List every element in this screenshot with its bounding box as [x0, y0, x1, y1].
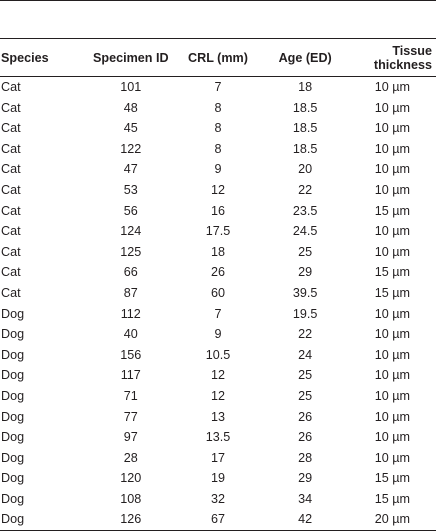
crl-cell: 60 — [210, 285, 225, 300]
specimen-id-cell: 108 — [120, 491, 142, 506]
tissue-thickness-cell: 10 µm — [374, 162, 410, 177]
tissue-thickness-cell: 15 µm — [374, 471, 410, 486]
age-cell: 25 — [298, 388, 313, 403]
table-row — [0, 221, 436, 242]
crl-cell: 13 — [210, 409, 225, 424]
species-cell: Dog — [1, 409, 25, 424]
age-cell: 29 — [298, 471, 313, 486]
table-row — [0, 427, 436, 448]
specimen-id-cell: 48 — [123, 100, 138, 115]
table-row — [0, 118, 436, 139]
crl-cell: 9 — [214, 162, 222, 177]
tissue-thickness-cell: 15 µm — [374, 285, 410, 300]
tissue-thickness-cell: 10 µm — [374, 121, 410, 136]
age-cell: 19.5 — [292, 306, 318, 321]
species-cell: Cat — [1, 141, 21, 156]
specimen-id-cell: 101 — [120, 80, 142, 94]
species-cell: Dog — [1, 471, 25, 486]
species-cell: Cat — [1, 182, 21, 197]
tissue-thickness-cell: 10 µm — [374, 306, 410, 321]
age-cell: 42 — [262, 509, 349, 530]
crl-cell: 17.5 — [205, 224, 231, 239]
species-cell: Dog — [1, 327, 25, 342]
table-row — [0, 201, 436, 222]
crl-cell: 17 — [210, 450, 225, 465]
age-cell: 18.5 — [292, 100, 318, 115]
specimen-id-cell: 47 — [123, 162, 138, 177]
table-row — [0, 77, 436, 98]
species-cell: Cat — [1, 121, 21, 136]
specimen-id-cell: 66 — [123, 265, 138, 280]
crl-cell: 9 — [214, 327, 222, 342]
specimen-id-cell: 71 — [123, 388, 138, 403]
crl-cell: 26 — [210, 265, 225, 280]
specimen-id-cell: 156 — [120, 347, 142, 362]
column-header-age: Age (ED) — [262, 39, 349, 77]
species-cell: Dog — [1, 450, 25, 465]
age-cell: 34 — [298, 491, 313, 506]
specimen-id-cell: 56 — [123, 203, 138, 218]
species-cell: Cat — [1, 224, 21, 239]
species-cell: Dog — [1, 306, 25, 321]
table-row — [0, 489, 436, 510]
tissue-thickness-cell: 10 µm — [374, 450, 410, 465]
table-body — [0, 77, 436, 531]
table-row — [0, 139, 436, 160]
age-cell: 18 — [298, 80, 313, 94]
table-row — [0, 159, 436, 180]
tissue-thickness-cell: 10 µm — [374, 244, 410, 259]
column-header-crl: CRL (mm) — [174, 39, 261, 77]
age-cell: 20 — [298, 162, 313, 177]
tissue-thickness-cell: 20 µm — [349, 509, 436, 530]
crl-cell: 13.5 — [205, 430, 231, 445]
table-row — [0, 345, 436, 366]
table-row — [0, 468, 436, 489]
crl-cell: 7 — [214, 80, 222, 94]
table-row — [0, 180, 436, 201]
species-cell: Dog — [0, 509, 87, 530]
crl-cell: 16 — [210, 203, 225, 218]
species-cell: Cat — [1, 203, 21, 218]
age-cell: 25 — [298, 368, 313, 383]
specimen-id-cell: 97 — [123, 430, 138, 445]
table-row — [0, 386, 436, 407]
crl-cell: 8 — [214, 121, 222, 136]
crl-cell: 18 — [210, 244, 225, 259]
tissue-thickness-cell: 15 µm — [374, 491, 410, 506]
column-header-species: Species — [0, 39, 87, 77]
specimen-id-cell: 117 — [120, 368, 141, 383]
crl-cell: 32 — [210, 491, 225, 506]
crl-cell: 12 — [210, 182, 225, 197]
crl-cell: 7 — [214, 306, 222, 321]
age-cell: 26 — [298, 430, 313, 445]
tissue-thickness-cell: 15 µm — [374, 203, 410, 218]
crl-cell: 8 — [214, 100, 222, 115]
age-cell: 18.5 — [292, 141, 318, 156]
crl-cell: 67 — [174, 509, 261, 530]
age-cell: 39.5 — [292, 285, 318, 300]
table-row — [0, 324, 436, 345]
specimen-id-cell: 77 — [123, 409, 138, 424]
specimen-id-cell: 28 — [123, 450, 138, 465]
tissue-thickness-cell: 10 µm — [374, 409, 410, 424]
header-top-rule — [0, 1, 436, 39]
table-row — [0, 509, 436, 530]
specimen-id-cell: 87 — [123, 285, 138, 300]
table-row — [0, 407, 436, 428]
species-cell: Cat — [1, 162, 21, 177]
tissue-thickness-cell: 15 µm — [374, 265, 410, 280]
age-cell: 29 — [298, 265, 313, 280]
specimen-id-cell: 120 — [120, 471, 142, 486]
species-cell: Dog — [1, 347, 25, 362]
table-row — [0, 283, 436, 304]
tissue-thickness-cell: 10 µm — [374, 182, 410, 197]
species-cell: Cat — [1, 265, 21, 280]
table-row — [0, 448, 436, 469]
crl-cell: 12 — [210, 388, 225, 403]
tissue-thickness-cell: 10 µm — [374, 430, 410, 445]
species-cell: Dog — [1, 491, 25, 506]
tissue-thickness-cell: 10 µm — [374, 347, 410, 362]
column-header-tissue-thickness: Tissue thickness — [349, 39, 436, 77]
tissue-thickness-cell: 10 µm — [374, 368, 410, 383]
table-row — [0, 262, 436, 283]
specimen-id-cell: 126 — [87, 509, 174, 530]
specimen-id-cell: 45 — [123, 121, 138, 136]
tissue-thickness-cell: 10 µm — [374, 327, 410, 342]
crl-cell: 8 — [214, 141, 222, 156]
column-header-specimen-id: Specimen ID — [87, 39, 174, 77]
age-cell: 28 — [298, 450, 313, 465]
age-cell: 26 — [298, 409, 313, 424]
table-row — [0, 304, 436, 325]
tissue-thickness-cell: 10 µm — [374, 80, 410, 94]
tissue-thickness-cell: 10 µm — [374, 100, 410, 115]
age-cell: 22 — [298, 182, 313, 197]
species-cell: Cat — [1, 100, 21, 115]
header-row — [0, 39, 436, 77]
age-cell: 23.5 — [292, 203, 318, 218]
tissue-thickness-cell: 10 µm — [374, 224, 410, 239]
species-cell: Cat — [1, 80, 21, 94]
table-row — [0, 98, 436, 119]
age-cell: 25 — [298, 244, 313, 259]
specimen-id-cell: 122 — [120, 141, 142, 156]
crl-cell: 19 — [210, 471, 225, 486]
crl-cell: 12 — [210, 368, 225, 383]
table-row — [0, 242, 436, 263]
tissue-thickness-cell: 10 µm — [374, 141, 410, 156]
tissue-thickness-cell: 10 µm — [374, 388, 410, 403]
specimen-id-cell: 53 — [123, 182, 138, 197]
age-cell: 22 — [298, 327, 313, 342]
specimen-id-cell: 125 — [120, 244, 142, 259]
specimen-id-cell: 40 — [123, 327, 138, 342]
species-cell: Cat — [1, 285, 21, 300]
specimen-id-cell: 124 — [120, 224, 142, 239]
crl-cell: 10.5 — [205, 347, 231, 362]
specimen-id-cell: 112 — [120, 306, 141, 321]
species-cell: Cat — [1, 244, 21, 259]
age-cell: 18.5 — [292, 121, 318, 136]
species-cell: Dog — [1, 368, 25, 383]
age-cell: 24.5 — [292, 224, 318, 239]
age-cell: 24 — [298, 347, 313, 362]
table-row — [0, 365, 436, 386]
species-cell: Dog — [1, 430, 25, 445]
table-header — [0, 1, 436, 77]
species-cell: Dog — [1, 388, 25, 403]
